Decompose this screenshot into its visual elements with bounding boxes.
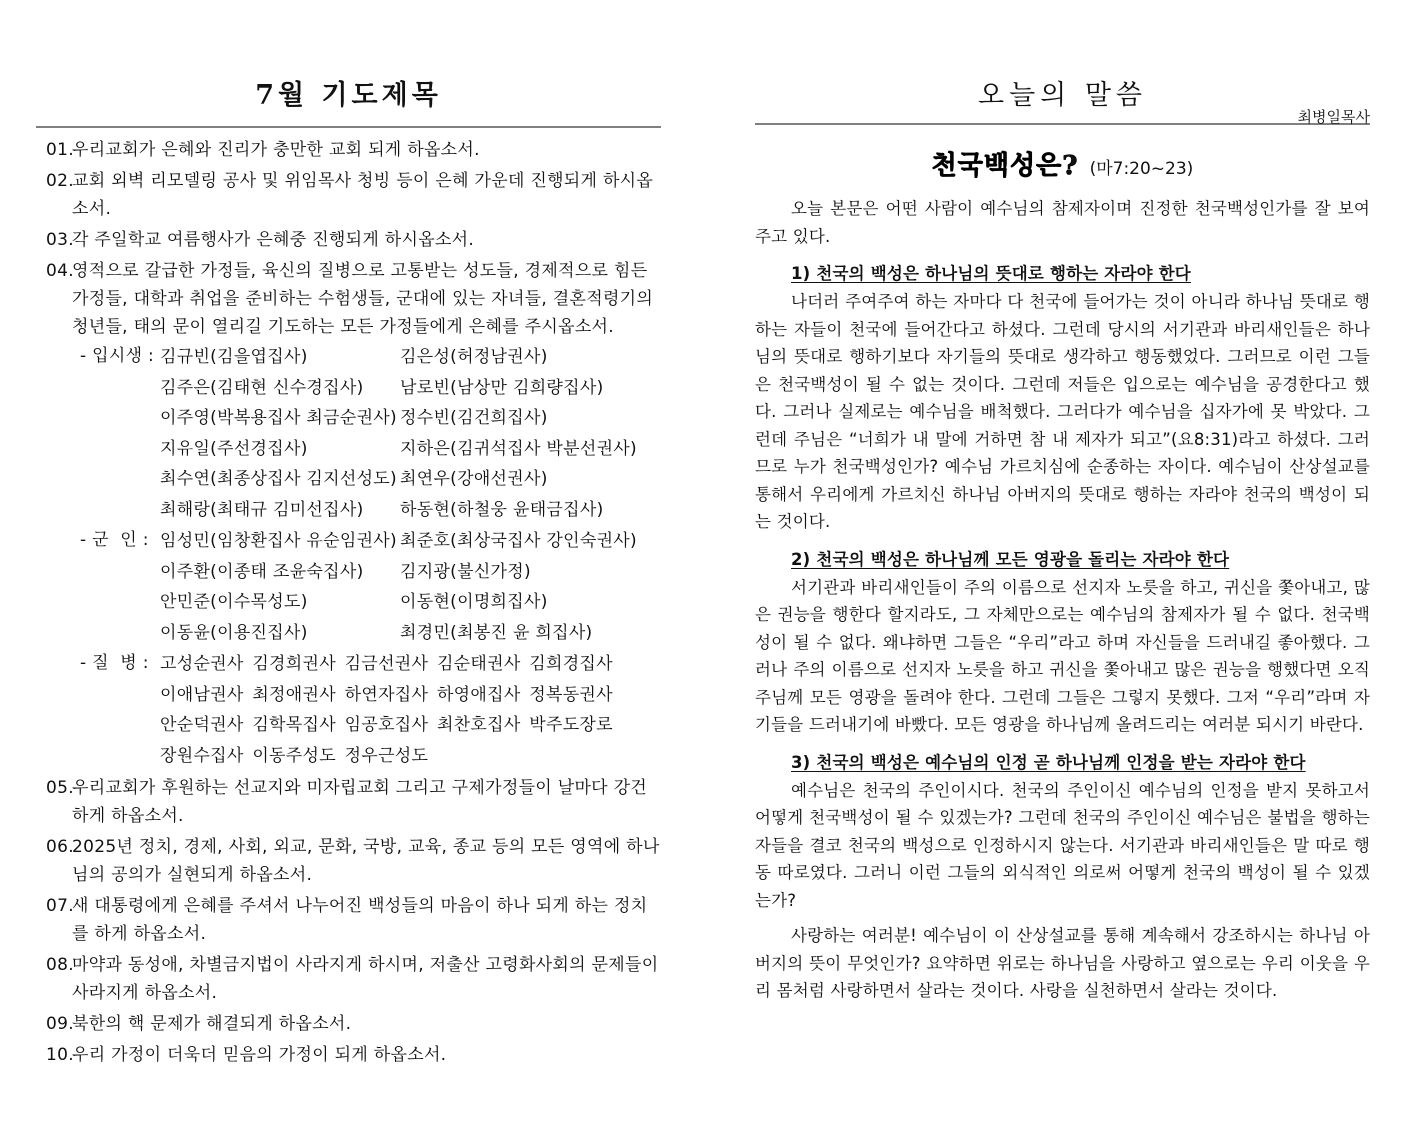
item-text: 북한의 핵 문제가 해결되게 하옵소서. [72, 1014, 352, 1034]
prayer-item-03 [36, 226, 661, 254]
name-row [160, 403, 661, 434]
item-number: 10. [46, 1045, 74, 1065]
name-entry: 김지광(불신가정) [400, 561, 531, 582]
name-entry: 이주환(이종태 조윤숙집사) [160, 561, 364, 582]
title-divider [36, 126, 661, 128]
name-entry: 최경민(최봉진 윤 희집사) [400, 622, 593, 643]
prayer-item-05 [36, 774, 661, 830]
intro-paragraph: 오늘 본문은 어떤 사람이 예수님의 참제자이며 진정한 천국백성인가를 잘 보여주고 있다. [755, 199, 1370, 246]
sermon-title: 천국백성은? [931, 151, 1079, 181]
item-number: 01. [46, 140, 74, 160]
item-number: 07. [46, 896, 74, 916]
prayer-item-08 [36, 951, 661, 1007]
item-text: 우리 가정이 더욱더 믿음의 가정이 되게 하옵소서. [72, 1045, 447, 1065]
item-number: 09. [46, 1014, 74, 1034]
group-label: - 군 인 : [80, 530, 149, 550]
item-number: 08. [46, 955, 74, 975]
item-number: 04. [46, 261, 74, 281]
name-row [160, 434, 661, 465]
prayer-list [36, 136, 661, 1069]
students-group [80, 342, 661, 525]
prayer-topics-title: 7월 기도제목 [255, 80, 442, 111]
name-row [160, 587, 661, 618]
name-entry: 이동윤(이용진집사) [160, 622, 308, 643]
name-entry: 정수빈(김건희집사) [400, 408, 548, 428]
prayer-item-06 [36, 833, 661, 889]
name-entry: 이동현(이명희집사) [400, 592, 548, 612]
item-text: 마약과 동성애, 차별금지법이 사라지게 하시며, 저출산 고령화사회의 문제들이 사라지게 하옵소서. [72, 955, 659, 1003]
name-row: 고성순권사 김경희권사 김금선권사 김순태권사 김희경집사 [160, 654, 613, 674]
name-row: 안순덕권사 김학목집사 임공호집사 최찬호집사 박주도장로 [160, 715, 613, 735]
name-entry: 김규빈(김을엽집사) [160, 347, 308, 367]
name-row [160, 342, 661, 373]
section-body-3: 예수님은 천국의 주인이시다. 천국의 주인이신 예수님의 인정을 받지 못하고서 어떻게 천국백성이 될 수 있겠는가? 그런데 천국의 주인이신 예수님은 불법을 행하는 자들을 결코 천국의 백성으로 인정하시지 않는다. 서기관과 바리새인들은 말 따로 행동 따로였다. 그러니 이런 그들의 외식적인 의로써 어떻게 천국의 백성이 될 수 있겠는가? [755, 780, 1370, 910]
group-label: - 질 병 : [80, 653, 149, 673]
name-entry: 임성민(임창환집사 유순임권사) [160, 531, 397, 551]
section-heading-3: 3) 천국의 백성은 예수님의 인정 곧 하나님께 인정을 받는 자라야 한다 [791, 752, 1306, 772]
section-body-2: 서기관과 바리새인들이 주의 이름으로 선지자 노릇을 하고, 귀신을 쫓아내고, 많은 권능을 행한다 할지라도, 그 자체만으로는 예수님의 참제자가 될 수 없다. 천국백성이 될 수 없다. 왜냐하면 그들은 “우리”라고 하며 자신들을 드러내길 좋아했다. 그러나 주의 이름으로 선지자 노릇을 하고 귀신을 쫓아내고 많은 권능을 행했다면 오직 주님께 모든 영광을 돌려야 한다. 그런데 그들은 그렇지 못했다. 그저 “우리”라며 자기들을 드러내기에 바빴다. 모든 영광을 하나님께 올려드리는 여러분 되시기 바란다. [755, 577, 1370, 734]
name-entry: 최해랑(최태규 김미선집사) [160, 499, 364, 520]
name-entry: 김주은(김태현 신수경집사) [160, 377, 364, 398]
item-text: 새 대통령에게 은혜를 주셔서 나누어진 백성들의 마음이 하나 되게 하는 정치를 하게 하옵소서. [72, 896, 648, 944]
section-heading-1: 1) 천국의 백성은 하나님의 뜻대로 행하는 자라야 한다 [791, 264, 1191, 283]
name-entry: 이주영(박복용집사 최금순권사) [160, 408, 397, 428]
sermon-body [755, 195, 1370, 1005]
prayer-item-01 [36, 136, 661, 164]
item-number: 03. [46, 230, 74, 250]
soldiers-group [80, 526, 661, 648]
name-entry: 김은성(허정남권사) [400, 347, 548, 367]
name-entry: 최수연(최종상집사 김지선성도) [160, 469, 397, 489]
name-row [160, 618, 661, 649]
prayer-item-07 [36, 892, 661, 948]
prayer-item-02 [36, 167, 661, 223]
name-entry: 최연우(강애선권사) [400, 469, 548, 489]
closing-paragraph: 사랑하는 여러분! 예수님이 이 산상설교를 통해 계속해서 강조하시는 하나님 아버지의 뜻이 무엇인가? 요약하면 위로는 하나님을 사랑하고 옆으로는 우리 이웃을 우리 몸처럼 사랑하면서 살라는 것이다. 사랑을 실천하면서 살라는 것이다. [755, 926, 1370, 1000]
name-entry: 지하은(김귀석집사 박분선권사) [400, 438, 637, 459]
author-name: 최병일목사 [1297, 108, 1370, 126]
name-entry: 최준호(최상국집사 강인숙권사) [400, 531, 637, 551]
prayer-topics-column [36, 70, 661, 1072]
prayer-item-10 [36, 1041, 661, 1069]
item-text: 우리교회가 은혜와 진리가 충만한 교회 되게 하옵소서. [72, 140, 480, 160]
name-row [160, 495, 661, 526]
sermon-heading [755, 145, 1370, 185]
section-heading-2: 2) 천국의 백성은 하나님께 모든 영광을 돌리는 자라야 한다 [791, 549, 1230, 569]
name-row: 장원수집사 이동주성도 정우근성도 [160, 745, 429, 766]
name-row [160, 526, 661, 557]
item-text: 교회 외벽 리모델링 공사 및 위임목사 청빙 등이 은혜 가운데 진행되게 하시옵소서. [72, 171, 654, 219]
name-row [160, 557, 661, 588]
item-number: 02. [46, 171, 74, 191]
name-entry: 남로빈(남상만 김희량집사) [400, 377, 604, 398]
name-row [160, 464, 661, 495]
scripture-reference: (마7:20~23) [1089, 159, 1194, 179]
prayer-item-09 [36, 1010, 661, 1038]
item-text: 영적으로 갈급한 가정들, 육신의 질병으로 고통받는 성도들, 경제적으로 힘든 가정들, 대학과 취업을 준비하는 수험생들, 군대에 있는 자녀들, 결혼적령기의 청년들, 태의 문이 열리길 기도하는 모든 가정들에게 은혜를 주시옵소서. [72, 261, 654, 337]
item-number: 06. [46, 837, 74, 857]
item-text: 각 주일학교 여름행사가 은혜중 진행되게 하시옵소서. [72, 230, 475, 250]
prayer-item-04 [36, 257, 661, 771]
item-text: 우리교회가 후원하는 선교지와 미자립교회 그리고 구제가정들이 날마다 강건하게 하옵소서. [72, 778, 648, 826]
illness-group [80, 649, 661, 771]
item-text: 2025년 정치, 경제, 사회, 외교, 문화, 국방, 교육, 종교 등의 모든 영역에 하나님의 공의가 실현되게 하옵소서. [72, 837, 660, 885]
name-entry: 안민준(이수목성도) [160, 592, 308, 612]
name-entry: 하동현(하철웅 윤태금집사) [400, 499, 604, 520]
item-number: 05. [46, 778, 74, 798]
section-body-1: 나더러 주여주여 하는 자마다 다 천국에 들어가는 것이 아니라 하나님 뜻대로 행하는 자들이 천국에 들어간다고 하셨다. 그런데 당시의 서기관과 바리새인들은 하나님의 뜻대로 행하기보다 자기들의 뜻대로 생각하고 행동했었다. 그러므로 이런 그들은 천국백성이 될 수 없는 것이다. 그런데 저들은 입으로는 예수님을 공경한다고 했다. 그러나 실제로는 예수님을 배척했다. 그러다가 예수님을 십자가에 못 박았다. 그런데 주님은 “너희가 내 말에 거하면 참 내 제자가 되고”(요8:31)라고 하셨다. 그러므로 누가 천국백성인가? 예수님 가르치심에 순종하는 자이다. 예수님이 산상설교를 통해서 우리에게 가르치신 하나님 아버지의 뜻대로 행하는 자라야 천국의 백성이 되는 것이다. [755, 292, 1370, 531]
name-row: 이애남권사 최정애권사 하연자집사 하영애집사 정복동권사 [160, 684, 613, 705]
group-label: - 입시생 : [80, 346, 155, 366]
name-row [160, 373, 661, 404]
name-entry: 지유일(주선경집사) [160, 438, 308, 459]
todays-word-title: 오늘의 말씀 [978, 80, 1147, 111]
todays-word-column [755, 70, 1370, 1005]
title-divider [755, 123, 1370, 125]
